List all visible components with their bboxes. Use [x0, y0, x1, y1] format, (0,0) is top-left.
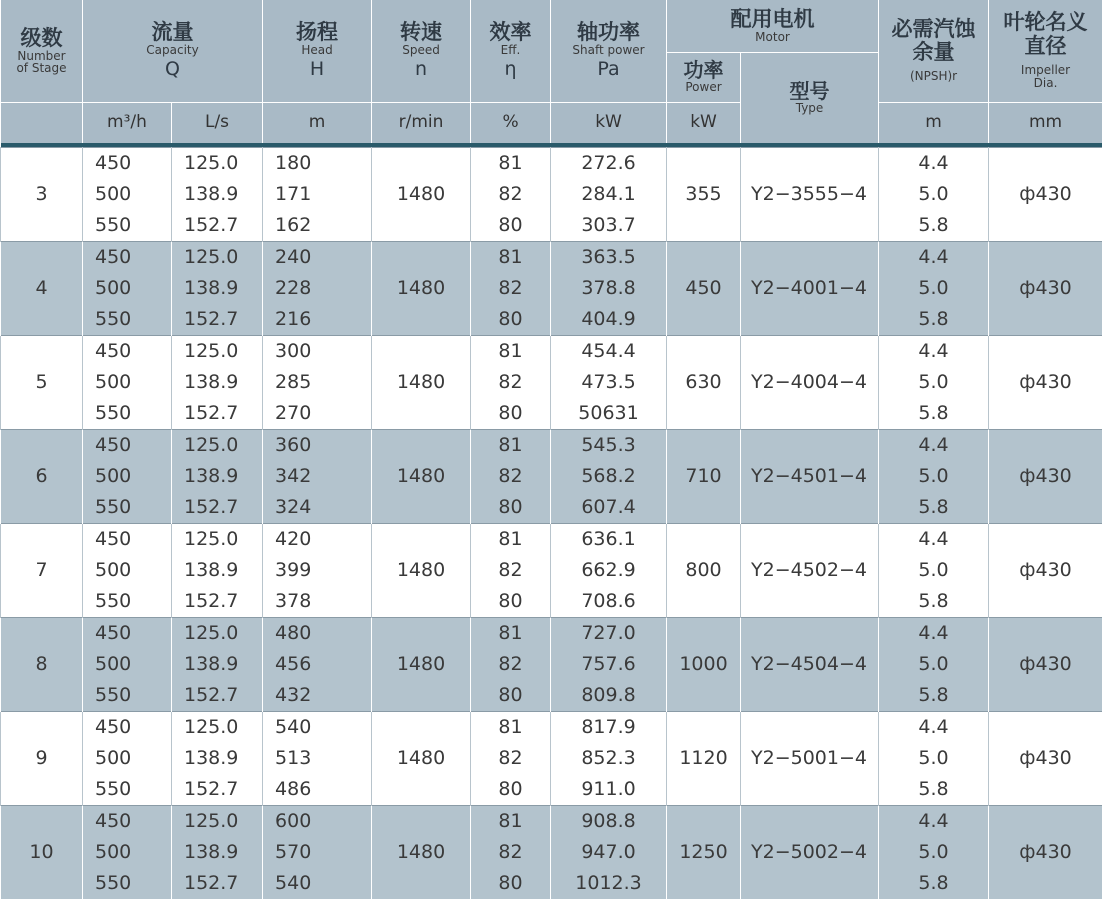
speed-cell: 1480 [372, 711, 471, 805]
motor-power-cell: 1120 [667, 711, 741, 805]
head-cell: 171 [263, 179, 372, 210]
table-row [1, 586, 1102, 618]
capacity-m3h-cell: 450 [83, 617, 172, 649]
capacity-m3h-cell: 450 [83, 335, 172, 367]
motor-type-cell: Y2−4001−4 [741, 241, 879, 335]
efficiency-cell: 82 [471, 649, 551, 680]
efficiency-cell: 82 [471, 367, 551, 398]
stage-cell: 5 [1, 335, 83, 429]
npsh-cell: 5.8 [879, 492, 989, 524]
efficiency-cell: 80 [471, 492, 551, 524]
efficiency-cell: 81 [471, 147, 551, 179]
head-cell: 432 [263, 680, 372, 712]
stage-cell: 7 [1, 523, 83, 617]
head-cell: 285 [263, 367, 372, 398]
capacity-ls-cell: 125.0 [172, 805, 263, 837]
shaft-power-cell: 908.8 [551, 805, 667, 837]
speed-cell: 1480 [372, 335, 471, 429]
table-header [1, 0, 1102, 143]
capacity-ls-cell: 138.9 [172, 461, 263, 492]
shaft-power-cell: 662.9 [551, 555, 667, 586]
table-row [1, 649, 1102, 680]
shaft-power-cell: 708.6 [551, 586, 667, 618]
npsh-cell: 5.8 [879, 680, 989, 712]
capacity-ls-cell: 125.0 [172, 711, 263, 743]
head-cell: 228 [263, 273, 372, 304]
capacity-ls-cell: 138.9 [172, 649, 263, 680]
shaft-power-cell: 363.5 [551, 241, 667, 273]
table-row [1, 617, 1102, 649]
motor-type-cell: Y2−5001−4 [741, 711, 879, 805]
motor-type-cell: Y2−5002−4 [741, 805, 879, 899]
capacity-ls-cell: 152.7 [172, 868, 263, 899]
npsh-cell: 5.0 [879, 461, 989, 492]
table-row [1, 774, 1102, 806]
npsh-cell: 5.0 [879, 273, 989, 304]
capacity-ls-cell: 125.0 [172, 335, 263, 367]
head-cell: 216 [263, 304, 372, 336]
capacity-ls-cell: 138.9 [172, 555, 263, 586]
head-cell: 240 [263, 241, 372, 273]
capacity-ls-cell: 125.0 [172, 523, 263, 555]
shaft-power-cell: 852.3 [551, 743, 667, 774]
motor-type-cell: Y2−4504−4 [741, 617, 879, 711]
efficiency-cell: 80 [471, 210, 551, 242]
efficiency-cell: 81 [471, 241, 551, 273]
stage-cell: 8 [1, 617, 83, 711]
motor-type-cell: Y2−4501−4 [741, 429, 879, 523]
npsh-cell: 5.0 [879, 649, 989, 680]
capacity-m3h-cell: 500 [83, 367, 172, 398]
stage-group [1, 523, 1102, 617]
table-row [1, 711, 1102, 743]
capacity-m3h-cell: 550 [83, 210, 172, 242]
head-cell: 486 [263, 774, 372, 806]
speed-cell: 1480 [372, 523, 471, 617]
npsh-cell: 5.8 [879, 868, 989, 899]
capacity-m3h-cell: 550 [83, 398, 172, 430]
capacity-m3h-cell: 450 [83, 241, 172, 273]
efficiency-cell: 80 [471, 868, 551, 899]
capacity-ls-cell: 125.0 [172, 429, 263, 461]
capacity-ls-cell: 125.0 [172, 241, 263, 273]
npsh-cell: 5.8 [879, 774, 989, 806]
npsh-cell: 4.4 [879, 335, 989, 367]
unit-dia: mm [989, 102, 1102, 143]
efficiency-cell: 81 [471, 617, 551, 649]
unit-npsh: m [879, 102, 989, 143]
units-row [1, 102, 1102, 143]
shaft-power-cell: 454.4 [551, 335, 667, 367]
npsh-cell: 5.8 [879, 586, 989, 618]
table-row [1, 805, 1102, 837]
capacity-ls-cell: 152.7 [172, 680, 263, 712]
capacity-ls-cell: 125.0 [172, 147, 263, 179]
capacity-ls-cell: 152.7 [172, 210, 263, 242]
table-row [1, 555, 1102, 586]
speed-cell: 1480 [372, 805, 471, 899]
shaft-power-cell: 607.4 [551, 492, 667, 524]
unit-eff: % [471, 102, 551, 143]
capacity-m3h-cell: 550 [83, 868, 172, 899]
shaft-power-cell: 947.0 [551, 837, 667, 868]
motor-power-cell: 1000 [667, 617, 741, 711]
table-row [1, 179, 1102, 210]
shaft-power-cell: 404.9 [551, 304, 667, 336]
head-cell: 540 [263, 711, 372, 743]
impeller-dia-cell: ф430 [989, 805, 1102, 899]
npsh-cell: 5.0 [879, 367, 989, 398]
shaft-power-cell: 1012.3 [551, 868, 667, 899]
capacity-ls-cell: 138.9 [172, 743, 263, 774]
npsh-cell: 4.4 [879, 429, 989, 461]
npsh-cell: 4.4 [879, 241, 989, 273]
unit-stage-blank [1, 102, 83, 143]
capacity-m3h-cell: 550 [83, 304, 172, 336]
efficiency-cell: 81 [471, 523, 551, 555]
head-cell: 540 [263, 868, 372, 899]
capacity-m3h-cell: 550 [83, 680, 172, 712]
header-motor: 配用电机 Motor [667, 0, 879, 52]
header-efficiency: 效率 Eff. η [471, 0, 551, 102]
table-row [1, 241, 1102, 273]
efficiency-cell: 81 [471, 335, 551, 367]
table-row [1, 147, 1102, 179]
table-row [1, 868, 1102, 899]
head-cell: 399 [263, 555, 372, 586]
capacity-m3h-cell: 500 [83, 649, 172, 680]
impeller-dia-cell: ф430 [989, 241, 1102, 335]
head-cell: 342 [263, 461, 372, 492]
shaft-power-cell: 545.3 [551, 429, 667, 461]
head-cell: 513 [263, 743, 372, 774]
head-cell: 420 [263, 523, 372, 555]
capacity-m3h-cell: 500 [83, 555, 172, 586]
unit-head: m [263, 102, 372, 143]
unit-ls: L/s [172, 102, 263, 143]
head-cell: 180 [263, 147, 372, 179]
speed-cell: 1480 [372, 241, 471, 335]
head-cell: 570 [263, 837, 372, 868]
table-row [1, 273, 1102, 304]
head-cell: 480 [263, 617, 372, 649]
efficiency-cell: 80 [471, 304, 551, 336]
head-cell: 270 [263, 398, 372, 430]
efficiency-cell: 81 [471, 711, 551, 743]
shaft-power-cell: 378.8 [551, 273, 667, 304]
motor-type-cell: Y2−4502−4 [741, 523, 879, 617]
table-row [1, 680, 1102, 712]
efficiency-cell: 80 [471, 398, 551, 430]
capacity-m3h-cell: 500 [83, 461, 172, 492]
stage-cell: 10 [1, 805, 83, 899]
shaft-power-cell: 568.2 [551, 461, 667, 492]
head-cell: 600 [263, 805, 372, 837]
capacity-ls-cell: 138.9 [172, 179, 263, 210]
speed-cell: 1480 [372, 147, 471, 241]
shaft-power-cell: 50631 [551, 398, 667, 430]
unit-m3h: m³/h [83, 102, 172, 143]
efficiency-cell: 81 [471, 429, 551, 461]
efficiency-cell: 81 [471, 805, 551, 837]
header-stage: 级数 Number of Stage [1, 0, 83, 102]
shaft-power-cell: 272.6 [551, 147, 667, 179]
table-row [1, 492, 1102, 524]
shaft-power-cell: 473.5 [551, 367, 667, 398]
impeller-dia-cell: ф430 [989, 617, 1102, 711]
capacity-ls-cell: 152.7 [172, 398, 263, 430]
capacity-ls-cell: 152.7 [172, 586, 263, 618]
stage-cell: 9 [1, 711, 83, 805]
npsh-cell: 5.0 [879, 743, 989, 774]
motor-power-cell: 355 [667, 147, 741, 241]
capacity-ls-cell: 152.7 [172, 774, 263, 806]
head-cell: 378 [263, 586, 372, 618]
capacity-ls-cell: 138.9 [172, 273, 263, 304]
npsh-cell: 5.8 [879, 304, 989, 336]
stage-group [1, 711, 1102, 805]
npsh-cell: 5.8 [879, 210, 989, 242]
efficiency-cell: 80 [471, 586, 551, 618]
shaft-power-cell: 303.7 [551, 210, 667, 242]
head-cell: 162 [263, 210, 372, 242]
table-row [1, 743, 1102, 774]
stage-group [1, 805, 1102, 899]
motor-power-cell: 450 [667, 241, 741, 335]
stage-cell: 4 [1, 241, 83, 335]
head-cell: 324 [263, 492, 372, 524]
stage-group [1, 241, 1102, 335]
unit-power: kW [667, 102, 741, 143]
npsh-cell: 5.0 [879, 179, 989, 210]
impeller-dia-cell: ф430 [989, 335, 1102, 429]
capacity-m3h-cell: 500 [83, 743, 172, 774]
capacity-m3h-cell: 550 [83, 774, 172, 806]
table-row [1, 523, 1102, 555]
speed-cell: 1480 [372, 617, 471, 711]
unit-shaft: kW [551, 102, 667, 143]
header-impeller: 叶轮名义直径 Impeller Dia. [989, 0, 1102, 102]
head-cell: 360 [263, 429, 372, 461]
capacity-ls-cell: 138.9 [172, 367, 263, 398]
header-motor-type: 型号 Type [741, 52, 879, 143]
stage-group [1, 147, 1102, 241]
efficiency-cell: 80 [471, 774, 551, 806]
table-row [1, 335, 1102, 367]
capacity-m3h-cell: 550 [83, 492, 172, 524]
unit-speed: r/min [372, 102, 471, 143]
shaft-power-cell: 757.6 [551, 649, 667, 680]
shaft-power-cell: 817.9 [551, 711, 667, 743]
motor-type-cell: Y2−3555−4 [741, 147, 879, 241]
header-capacity: 流量 Capacity Q [83, 0, 263, 102]
npsh-cell: 5.0 [879, 837, 989, 868]
efficiency-cell: 82 [471, 743, 551, 774]
header-motor-power: 功率 Power [667, 52, 741, 102]
efficiency-cell: 82 [471, 837, 551, 868]
impeller-dia-cell: ф430 [989, 523, 1102, 617]
capacity-m3h-cell: 450 [83, 711, 172, 743]
efficiency-cell: 82 [471, 273, 551, 304]
efficiency-cell: 82 [471, 461, 551, 492]
capacity-m3h-cell: 500 [83, 273, 172, 304]
head-cell: 300 [263, 335, 372, 367]
speed-cell: 1480 [372, 429, 471, 523]
npsh-cell: 4.4 [879, 617, 989, 649]
capacity-m3h-cell: 550 [83, 586, 172, 618]
header-speed: 转速 Speed n [372, 0, 471, 102]
head-cell: 456 [263, 649, 372, 680]
capacity-ls-cell: 138.9 [172, 837, 263, 868]
shaft-power-cell: 809.8 [551, 680, 667, 712]
capacity-m3h-cell: 500 [83, 837, 172, 868]
stage-group [1, 617, 1102, 711]
shaft-power-cell: 284.1 [551, 179, 667, 210]
efficiency-cell: 82 [471, 179, 551, 210]
impeller-dia-cell: ф430 [989, 429, 1102, 523]
motor-power-cell: 630 [667, 335, 741, 429]
motor-power-cell: 1250 [667, 805, 741, 899]
motor-power-cell: 710 [667, 429, 741, 523]
table-row [1, 461, 1102, 492]
table-row [1, 304, 1102, 336]
capacity-m3h-cell: 450 [83, 523, 172, 555]
stage-group [1, 335, 1102, 429]
motor-power-cell: 800 [667, 523, 741, 617]
shaft-power-cell: 636.1 [551, 523, 667, 555]
impeller-dia-cell: ф430 [989, 147, 1102, 241]
table-row [1, 398, 1102, 430]
npsh-cell: 4.4 [879, 805, 989, 837]
header-head: 扬程 Head H [263, 0, 372, 102]
stage-cell: 3 [1, 147, 83, 241]
table-row [1, 837, 1102, 868]
header-npsh: 必需汽蚀余量 (NPSH)r [879, 0, 989, 102]
motor-type-cell: Y2−4004−4 [741, 335, 879, 429]
npsh-cell: 4.4 [879, 523, 989, 555]
capacity-ls-cell: 152.7 [172, 304, 263, 336]
npsh-cell: 4.4 [879, 147, 989, 179]
npsh-cell: 5.8 [879, 398, 989, 430]
efficiency-cell: 80 [471, 680, 551, 712]
efficiency-cell: 82 [471, 555, 551, 586]
table-row [1, 429, 1102, 461]
capacity-m3h-cell: 450 [83, 429, 172, 461]
table-row [1, 367, 1102, 398]
capacity-ls-cell: 152.7 [172, 492, 263, 524]
table-row [1, 210, 1102, 242]
stage-cell: 6 [1, 429, 83, 523]
capacity-m3h-cell: 450 [83, 805, 172, 837]
shaft-power-cell: 727.0 [551, 617, 667, 649]
npsh-cell: 5.0 [879, 555, 989, 586]
shaft-power-cell: 911.0 [551, 774, 667, 806]
capacity-m3h-cell: 500 [83, 179, 172, 210]
impeller-dia-cell: ф430 [989, 711, 1102, 805]
header-shaft-power: 轴功率 Shaft power Pa [551, 0, 667, 102]
capacity-m3h-cell: 450 [83, 147, 172, 179]
npsh-cell: 4.4 [879, 711, 989, 743]
capacity-ls-cell: 125.0 [172, 617, 263, 649]
stage-group [1, 429, 1102, 523]
